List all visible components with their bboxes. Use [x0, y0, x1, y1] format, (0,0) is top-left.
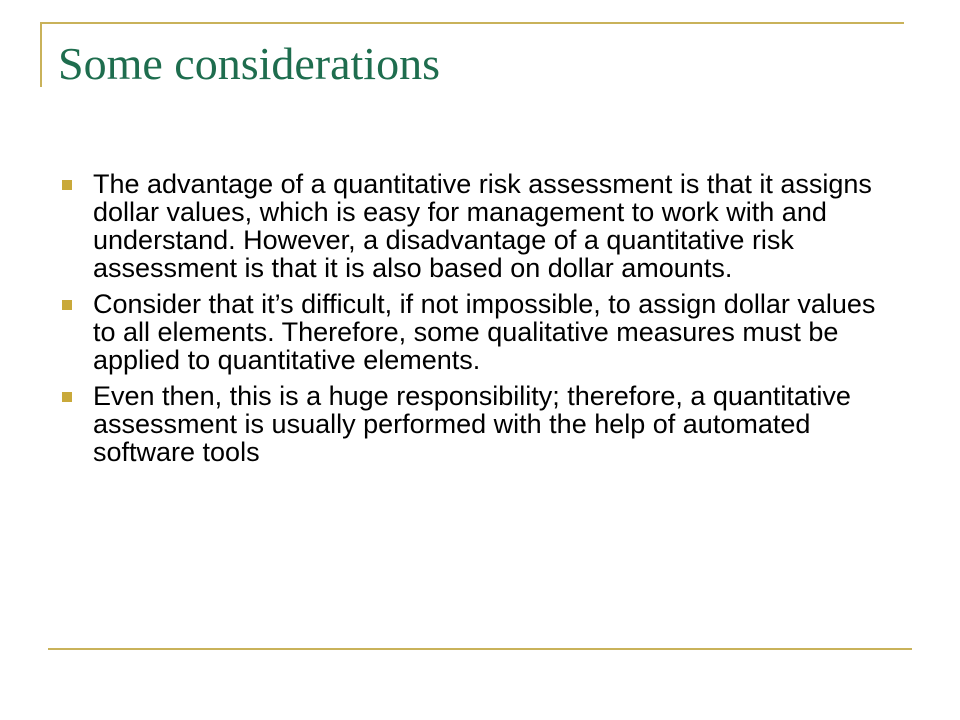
bottom-border-line [48, 648, 912, 650]
square-bullet-icon [62, 180, 72, 190]
bullet-list [58, 170, 898, 474]
bullet-item [58, 170, 898, 282]
left-border-line [40, 22, 42, 87]
slide-title: Some considerations [58, 38, 440, 89]
bullet-text: Consider that it’s difficult, if not impossible, to assign dollar values to all elements. Therefore, some qualitative measures must be applied to quantitative elements. [93, 289, 876, 375]
bullet-item [58, 290, 898, 374]
square-bullet-icon [62, 392, 72, 402]
top-border-line [40, 22, 904, 24]
bullet-text: The advantage of a quantitative risk assessment is that it assigns dollar values, which is easy for management to work with and understand. However, a disadvantage of a quantitative risk assessment is that it is also based on dollar amounts. [93, 169, 872, 283]
bullet-item [58, 382, 898, 466]
square-bullet-icon [62, 300, 72, 310]
bullet-text: Even then, this is a huge responsibility; therefore, a quantitative assessment is usually performed with the help of automated software tools [93, 381, 851, 467]
